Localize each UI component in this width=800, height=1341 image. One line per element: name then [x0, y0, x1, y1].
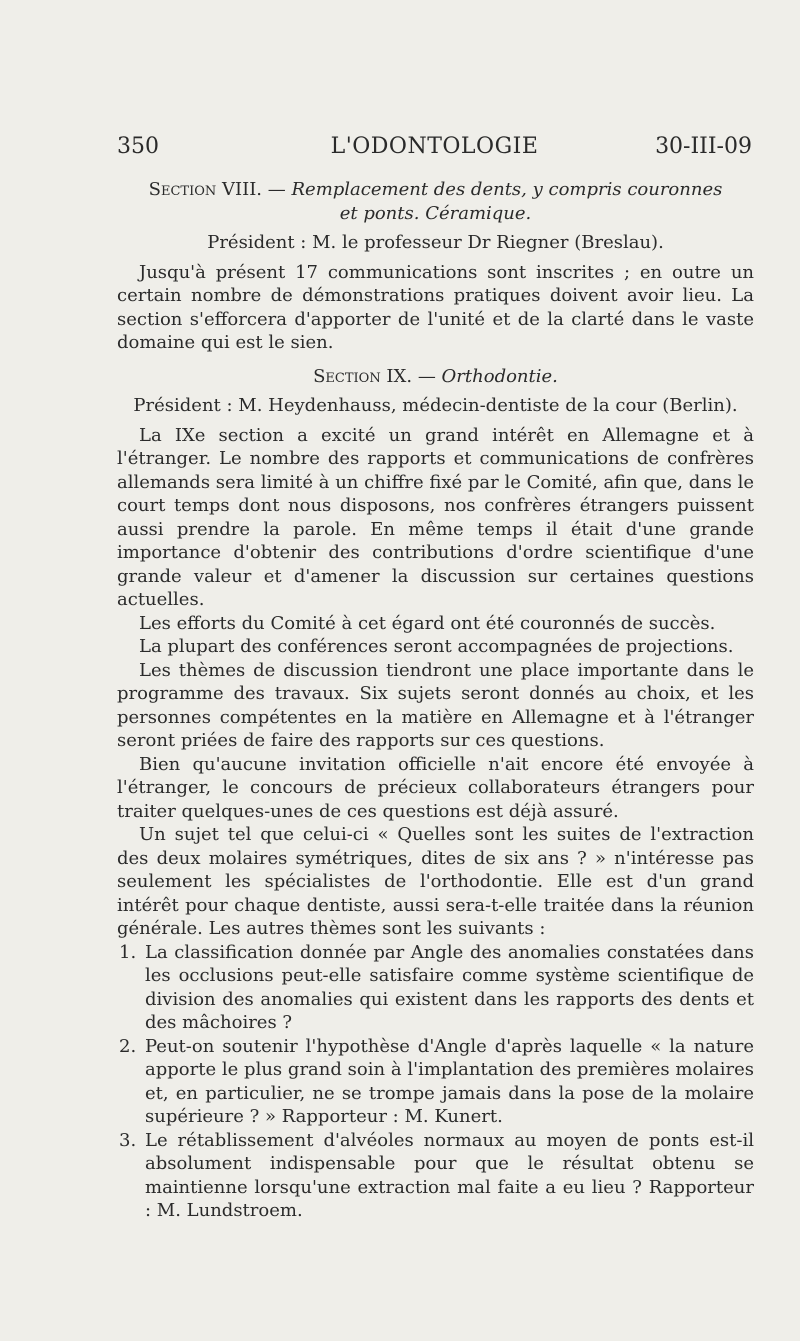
list-item: [117, 1035, 754, 1129]
list-item-number: 1.: [119, 941, 137, 963]
section-8-heading: [117, 178, 754, 202]
paragraph-extraction: Un sujet tel que celui-ci « Quelles sont les suites de l'extraction des deux molaires symétriques, dites de six ans ? » n'intéresse pas seulement les spécialistes de l'orthodontie. Elle est d'un grand intérêt pour chaque dentiste, aussi sera-t-elle traitée dans la réunion générale. Les autres thèmes sont les suivants :: [117, 824, 754, 939]
section-9-label: Section IX.: [313, 365, 413, 387]
paragraph-success: Les efforts du Comité à cet égard ont été couronnés de succès.: [139, 612, 716, 634]
list-item: [117, 1129, 754, 1223]
issue-date: 30-III-09: [655, 134, 752, 159]
section-8-paragraph: Jusqu'à présent 17 communications sont inscrites ; en outre un certain nombre de démonstrations pratiques doivent avoir lieu. La section s'efforcera d'apporter de l'unité et de la clarté dans le vaste domaine qui est le sien.: [117, 261, 754, 353]
themes-list: [117, 941, 754, 1223]
list-item-text: La classification donnée par Angle des anomalies constatées dans les occlusions peut-elle satisfaire comme système scientifique de division des anomalies qui existent dans les rapports des dents et des mâchoires ?: [145, 941, 754, 1033]
paragraph-invitation: Bien qu'aucune invitation officielle n'ait encore été envoyée à l'étranger, le concours de précieux collaborateurs étrangers pour traiter quelques-unes de ces questions est déjà assuré.: [117, 753, 754, 822]
page-body: [117, 178, 754, 1223]
list-item-number: 2.: [119, 1035, 137, 1057]
list-item: [117, 941, 754, 1035]
paragraph-projections: La plupart des conférences seront accompagnées de projections.: [139, 636, 734, 657]
section-9-dash: —: [417, 365, 436, 387]
section-8-title-line1: Remplacement des dents, y compris couronnes: [291, 179, 723, 200]
section-9-title: Orthodontie.: [441, 365, 558, 387]
page-number: 350: [117, 134, 159, 159]
section-8-dash: —: [267, 179, 286, 200]
paragraph-themes: Les thèmes de discussion tiendront une place importante dans le programme des travaux. Six sujets seront donnés au choix, et les personnes compétentes en la matière en Allemagne et à l'étranger seront priées de faire des rapports sur ces questions.: [117, 659, 754, 751]
list-item-number: 3.: [119, 1129, 137, 1151]
page-header: [117, 134, 752, 164]
paragraph-interest: La IXe section a excité un grand intérêt en Allemagne et à l'étranger. Le nombre des rapports et communications de confrères allemands sera limité à un chiffre fixé par le Comité, afin que, dans le court temps dont nous disposons, nos confrères étrangers puissent aussi prendre la parole. En même temps il était d'une grande importance d'obtenir des contributions d'ordre scientifique d'une grande valeur et d'amener la discussion sur certaines questions actuelles.: [117, 424, 754, 610]
list-item-text: Peut-on soutenir l'hypothèse d'Angle d'après laquelle « la nature apporte le plus grand soin à l'implantation des premières molaires et, en particulier, ne se trompe jamais dans la pose de la molaire supérieure ? » Rapporteur : M. Kunert.: [145, 1035, 754, 1127]
section-8-president: Président : M. le professeur Dr Riegner (Breslau).: [207, 232, 664, 253]
section-8-title-line2-row: [117, 202, 754, 226]
section-9-president: Président : M. Heydenhauss, médecin-dentiste de la cour (Berlin).: [133, 395, 738, 416]
section-9-heading: [117, 365, 754, 389]
section-8-title-line2: et ponts. Céramique.: [339, 202, 532, 224]
list-item-text: Le rétablissement d'alvéoles normaux au moyen de ponts est-il absolument indispensable pour que le résultat obtenu se maintienne lorsqu'une extraction mal faite a eu lieu ? Rapporteur : M. Lundstroem.: [145, 1129, 754, 1221]
running-title: L'ODONTOLOGIE: [330, 134, 539, 159]
section-8-label: Section VIII.: [148, 179, 263, 200]
